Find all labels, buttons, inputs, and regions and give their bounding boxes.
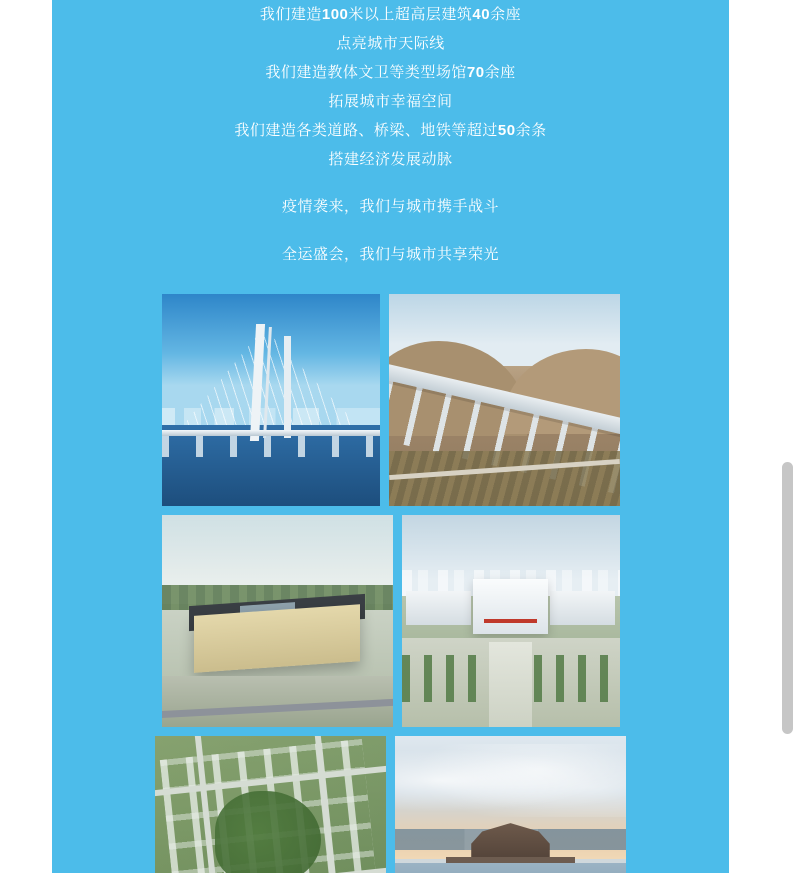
gallery-image-1[interactable]: [162, 294, 380, 506]
vertical-scrollbar[interactable]: [781, 0, 794, 873]
slogan-1-suffix: 余座: [490, 6, 522, 23]
slogan-line-3: [92, 58, 689, 87]
gallery-image-2[interactable]: [389, 294, 620, 506]
bridge-pylon-secondary: [284, 336, 291, 438]
content-column: [52, 0, 729, 873]
civic-red-accent: [484, 619, 536, 623]
slogan-line-4: 拓展城市幸福空间: [328, 93, 453, 110]
slogan-line-6: 搭建经济发展动脉: [328, 151, 453, 168]
slogan-5-suffix: 余条: [515, 122, 547, 139]
slogan-1-middle: 米以上超高层建筑: [348, 6, 473, 23]
civic-walkway: [489, 642, 533, 727]
slogan-1-emphasis: 100: [321, 6, 349, 23]
slogan-line-5: [92, 116, 689, 145]
bridge-piers: [162, 436, 380, 457]
slogan-5-emphasis: 50: [497, 122, 516, 139]
slogan-line-8: 全运盛会，我们与城市共享荣光: [281, 246, 499, 263]
lake-water: [395, 863, 626, 873]
civic-right-wing: [550, 591, 615, 625]
gallery-image-6[interactable]: [395, 736, 626, 873]
slogan-line-7: 疫情袭来，我们与城市携手战斗: [281, 198, 499, 215]
slogan-line-2: 点亮城市天际线: [336, 35, 445, 52]
slogan-1-emphasis2: 40: [472, 6, 491, 23]
gallery-image-5[interactable]: [155, 736, 386, 873]
museum-facade: [194, 605, 360, 674]
viaduct-fields: [389, 451, 620, 506]
left-gutter: [0, 0, 52, 873]
civic-main-hall: [473, 579, 547, 634]
lake-clouds: [395, 744, 626, 816]
civic-left-wing: [406, 591, 471, 625]
slogan-3-prefix: 我们建造教体文卫等类型场馆: [265, 64, 467, 81]
image-gallery: [52, 294, 729, 873]
gallery-image-3[interactable]: [162, 515, 393, 727]
gallery-image-4[interactable]: [402, 515, 620, 727]
slogan-block: [52, 0, 729, 269]
slogan-1-prefix: 我们建造: [259, 6, 322, 23]
slogan-line-1: [92, 0, 689, 29]
slogan-3-emphasis: 70: [466, 64, 485, 81]
slogan-5-prefix: 我们建造各类道路、桥梁、地铁等超过: [234, 122, 498, 139]
scrollbar-thumb[interactable]: [782, 462, 793, 734]
slogan-3-suffix: 余座: [484, 64, 516, 81]
